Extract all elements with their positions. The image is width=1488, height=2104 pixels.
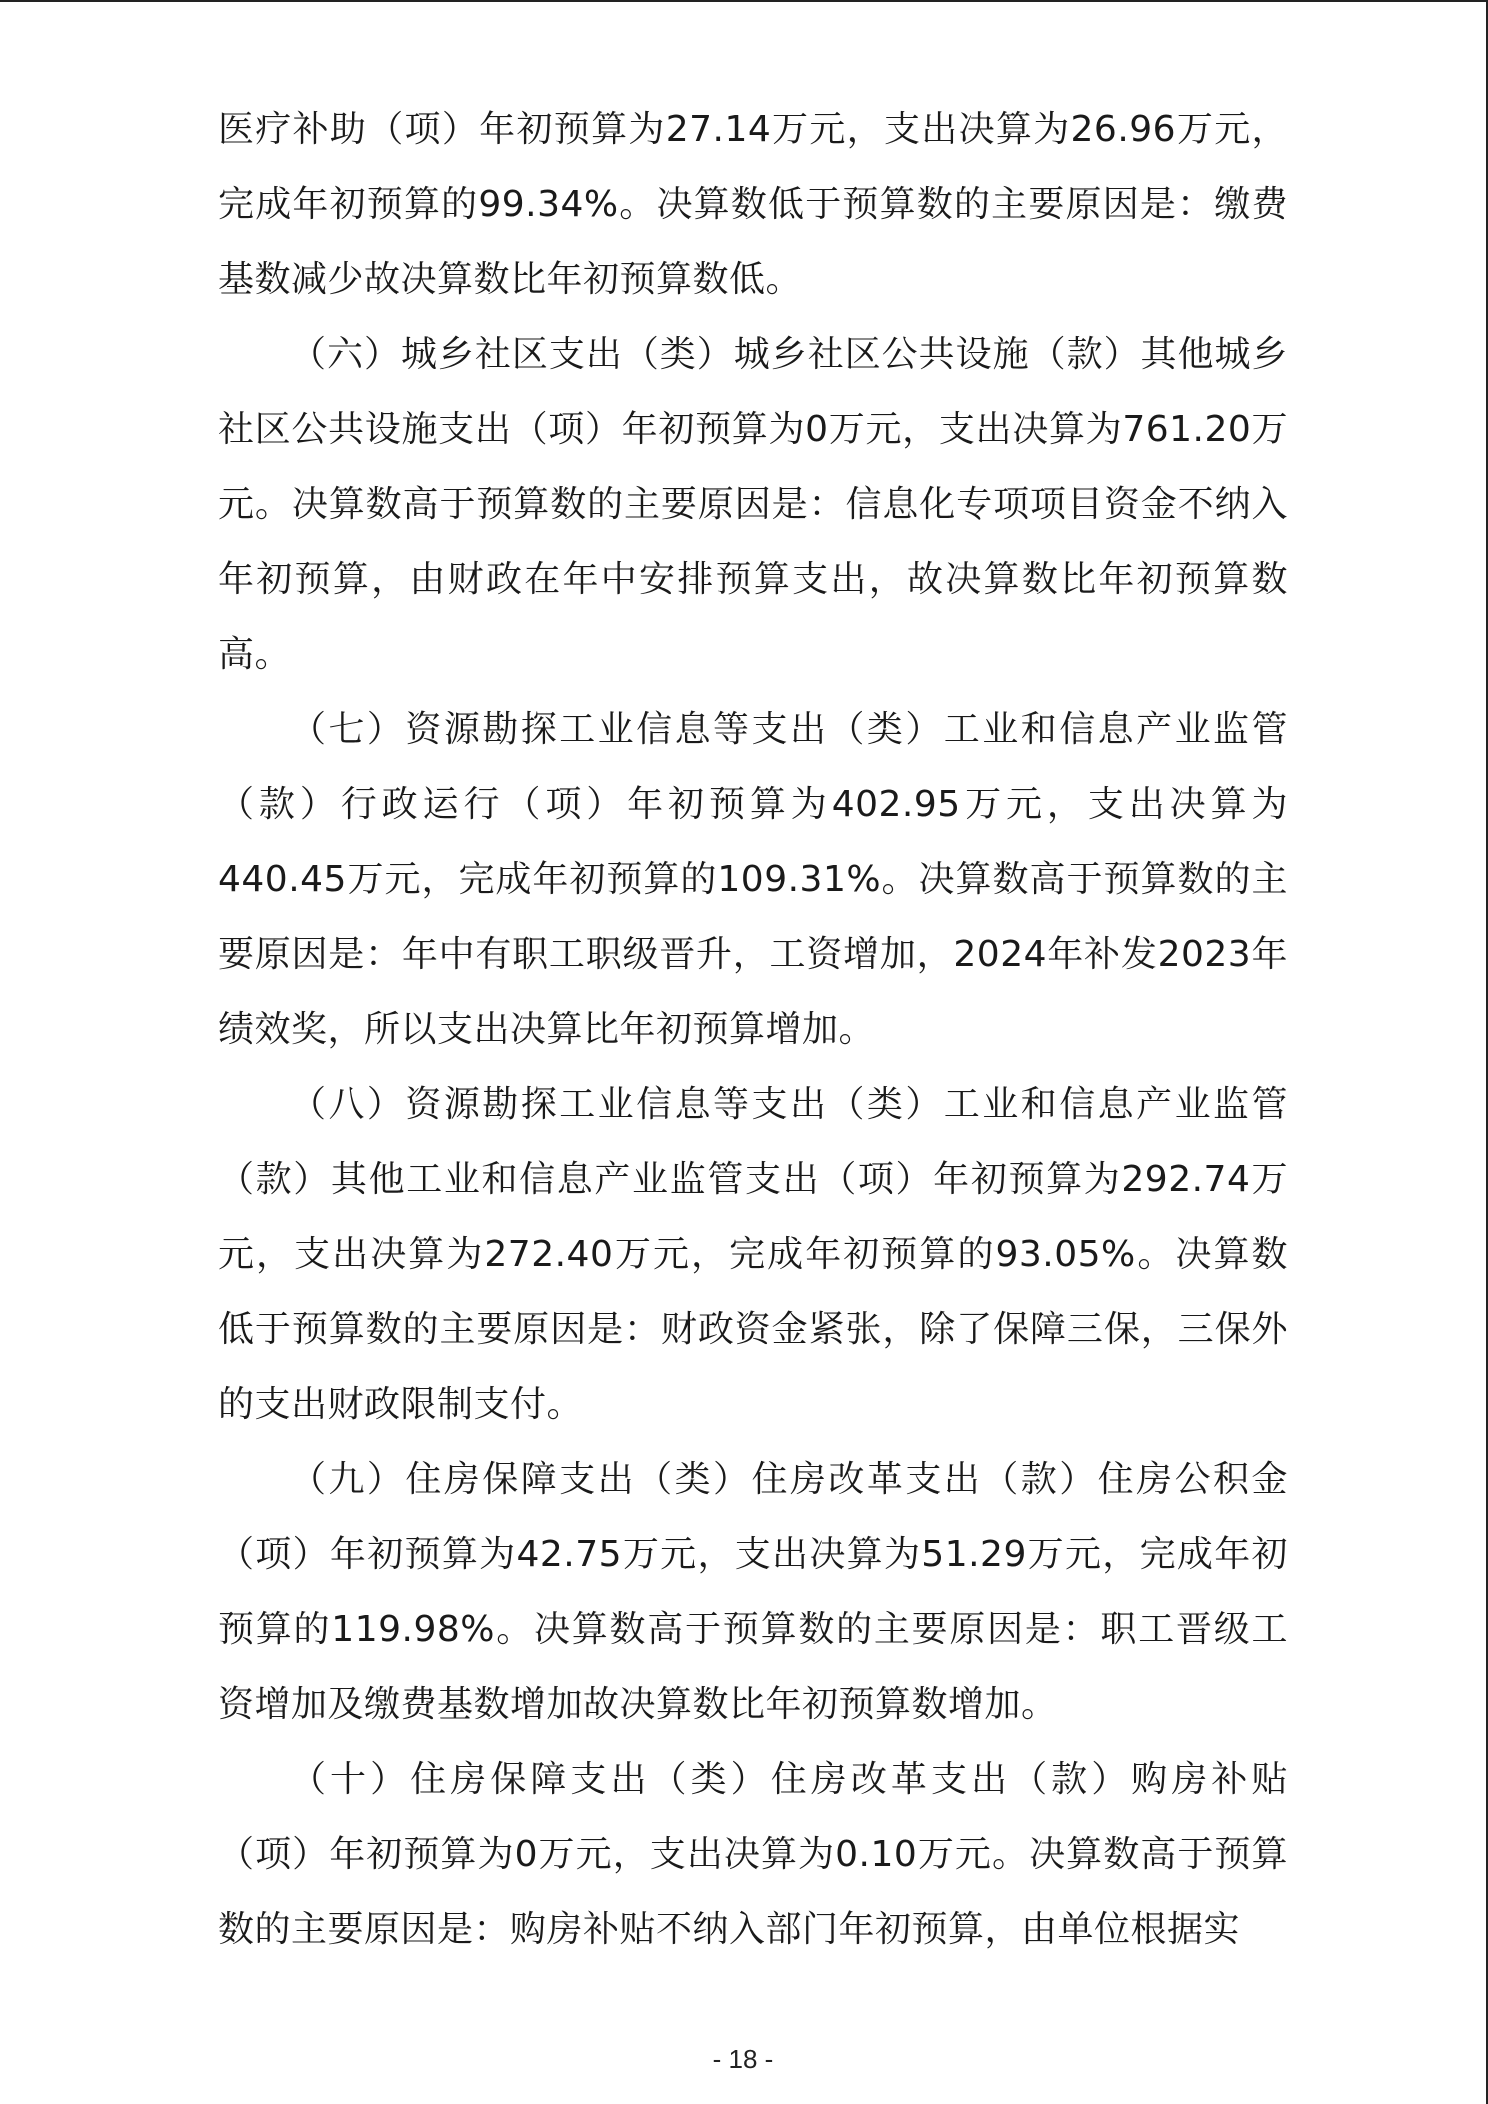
paragraph-3: （七）资源勘探工业信息等支出（类）工业和信息产业监管（款）行政运行（项）年初预算为402.95万元，支出决算为440.45万元，完成年初预算的109.31%。决算数高于预算数的主要原因是：年中有职工职级晋升，工资增加，2024年补发2023年绩效奖，所以支出决算比年初预算增加。 bbox=[218, 709, 1288, 1050]
paragraph-1: 医疗补助（项）年初预算为27.14万元，支出决算为26.96万元，完成年初预算的99.34%。决算数低于预算数的主要原因是：缴费基数减少故决算数比年初预算数低。 bbox=[218, 109, 1288, 300]
page-number: - 18 - bbox=[712, 2044, 774, 2074]
paragraph-6: （十）住房保障支出（类）住房改革支出（款）购房补贴（项）年初预算为0万元，支出决算为0.10万元。决算数高于预算数的主要原因是：购房补贴不纳入部门年初预算，由单位根据实 bbox=[218, 1759, 1288, 1950]
paragraph-2: （六）城乡社区支出（类）城乡社区公共设施（款）其他城乡社区公共设施支出（项）年初预算为0万元，支出决算为761.20万元。决算数高于预算数的主要原因是：信息化专项项目资金不纳入年初预算，由财政在年中安排预算支出，故决算数比年初预算数高。 bbox=[218, 334, 1288, 675]
document-body bbox=[218, 92, 1288, 1967]
paragraph-5: （九）住房保障支出（类）住房改革支出（款）住房公积金（项）年初预算为42.75万元，支出决算为51.29万元，完成年初预算的119.98%。决算数高于预算数的主要原因是：职工晋级工资增加及缴费基数增加故决算数比年初预算数增加。 bbox=[218, 1459, 1288, 1725]
paragraph-4: （八）资源勘探工业信息等支出（类）工业和信息产业监管（款）其他工业和信息产业监管支出（项）年初预算为292.74万元，支出决算为272.40万元，完成年初预算的93.05%。决算数低于预算数的主要原因是：财政资金紧张，除了保障三保，三保外的支出财政限制支付。 bbox=[218, 1084, 1288, 1425]
